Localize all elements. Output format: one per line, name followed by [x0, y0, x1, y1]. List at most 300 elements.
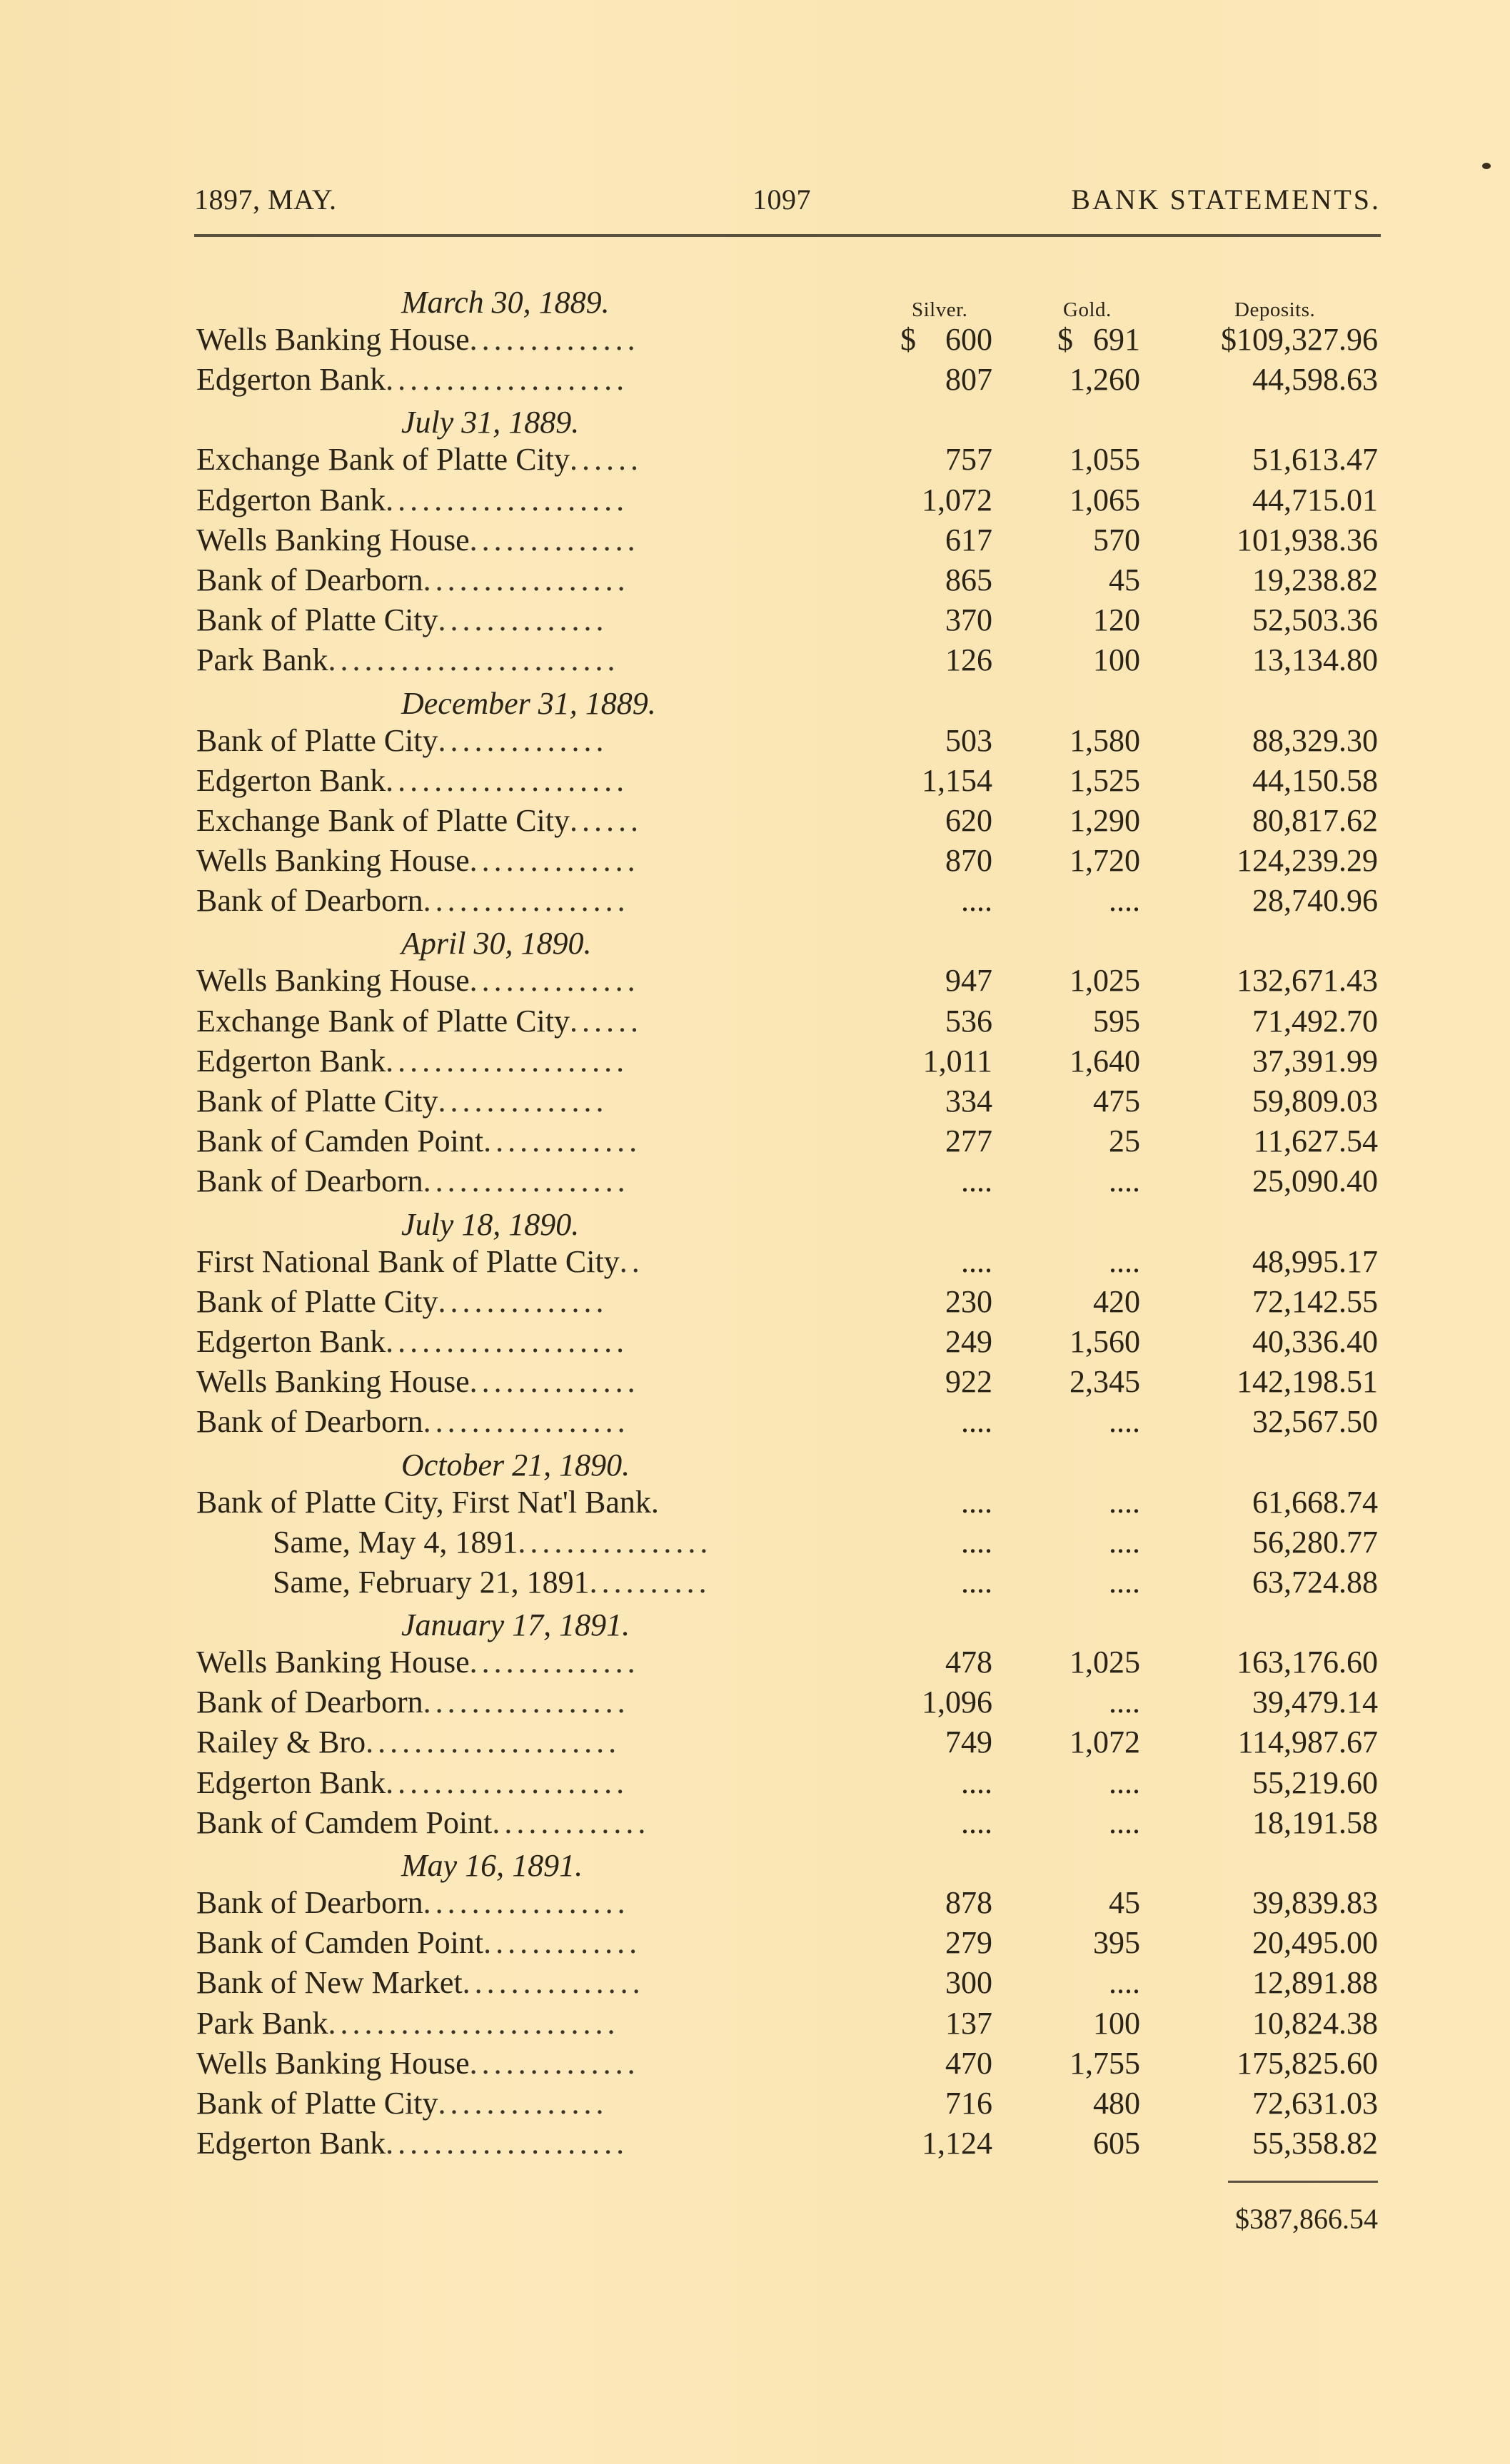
header-date: 1897, MAY.: [194, 183, 337, 216]
leader-dots: ..............: [469, 1364, 640, 1400]
table-row: [194, 1362, 1381, 1402]
bank-name-text: Bank of Dearborn: [196, 562, 423, 597]
table-row: [194, 440, 1381, 480]
silver-text: ....: [961, 1804, 992, 1840]
leader-dots: ....................: [386, 362, 629, 398]
leader-dots: .................: [423, 1163, 630, 1199]
bank-name-text: Bank of Camden Point: [196, 1124, 484, 1159]
gold-text: 605: [1093, 2126, 1140, 2161]
bank-name-text: Bank of Dearborn: [196, 1685, 423, 1720]
bank-name-text: Park Bank: [196, 2005, 328, 2041]
gold-text: 475: [1093, 1084, 1140, 1119]
bank-name: [196, 480, 628, 520]
bank-name-text: Bank of Platte City: [196, 1283, 438, 1319]
gold-value: [1058, 1001, 1140, 1041]
deposits-total: $387,866.54: [1235, 2203, 1378, 2236]
bank-name-text: Wells Banking House: [196, 1364, 470, 1400]
gold-text: 570: [1093, 522, 1140, 557]
gold-text: 1,525: [1069, 762, 1140, 798]
leader-dots: ..............: [438, 1084, 608, 1119]
silver-text: 478: [945, 1645, 992, 1680]
leader-dots: ....................: [386, 2126, 629, 2161]
table-row: [194, 2084, 1381, 2124]
bank-name: [196, 961, 640, 1001]
deposits-value: 39,479.14: [1252, 1685, 1378, 1720]
silver-value: [901, 1041, 992, 1081]
running-header: [194, 183, 1381, 218]
deposits-value: 44,598.63: [1252, 362, 1378, 398]
silver-text: 137: [945, 2005, 992, 2041]
bank-name-text: Edgerton Bank: [196, 762, 386, 798]
section-date-row: [194, 280, 1381, 320]
section-date: October 21, 1890.: [401, 1447, 630, 1483]
bank-name-text: Wells Banking House: [196, 322, 470, 357]
table-row: [194, 320, 1381, 360]
leader-dots: ..............: [469, 963, 640, 999]
bank-name: [196, 320, 640, 360]
leader-dots: .................: [423, 562, 630, 597]
leader-dots: ..............: [469, 1645, 640, 1680]
gold-value: [1058, 1483, 1140, 1523]
deposits-value: 114,987.67: [1237, 1725, 1378, 1760]
table-row: [194, 1642, 1381, 1682]
gold-text: ....: [1109, 883, 1140, 919]
silver-text: 277: [945, 1124, 992, 1159]
silver-text: 503: [945, 722, 992, 758]
bank-name: [196, 1282, 608, 1322]
silver-text: 870: [945, 843, 992, 879]
leader-dots: ....................: [386, 482, 629, 517]
gold-text: ....: [1109, 1764, 1140, 1800]
deposits-value: 71,492.70: [1252, 1003, 1378, 1039]
table-row: [194, 961, 1381, 1001]
deposits-value: 37,391.99: [1252, 1043, 1378, 1079]
header-rule: [194, 234, 1381, 237]
bank-name-text: Wells Banking House: [196, 963, 470, 999]
silver-value: [901, 640, 992, 680]
ink-speck: [1482, 163, 1491, 169]
silver-text: 370: [945, 602, 992, 638]
deposits-value: 55,358.82: [1252, 2126, 1378, 2161]
gold-value: [1058, 761, 1140, 801]
currency-symbol: $: [1057, 322, 1073, 357]
bank-name: [196, 1722, 620, 1762]
gold-text: ....: [1109, 1404, 1140, 1440]
silver-text: ....: [961, 1764, 992, 1800]
deposits-value: 18,191.58: [1252, 1804, 1378, 1840]
bank-name-text: First National Bank of Platte City: [196, 1243, 620, 1279]
column-header-silver: Silver.: [912, 298, 968, 321]
leader-dots: ..............: [469, 322, 640, 357]
gold-value: [1058, 961, 1140, 1001]
bank-name: [196, 1483, 659, 1523]
silver-text: 249: [945, 1323, 992, 1359]
silver-value: [901, 1322, 992, 1362]
section-date: July 18, 1890.: [401, 1206, 580, 1242]
table-row: [194, 1282, 1381, 1322]
table-row: [194, 1763, 1381, 1803]
bank-name: [196, 1402, 630, 1442]
deposits-value: 20,495.00: [1252, 1925, 1378, 1961]
gold-value: [1058, 2124, 1140, 2163]
deposits-value: 39,839.83: [1252, 1885, 1378, 1920]
leader-dots: ...............: [462, 1965, 645, 2001]
gold-value: [1058, 2044, 1140, 2084]
silver-text: ....: [961, 1564, 992, 1600]
bank-name: [273, 1523, 712, 1562]
table-row: [194, 1682, 1381, 1722]
gold-value: [1058, 480, 1140, 520]
silver-text: 757: [945, 442, 992, 478]
leader-dots: ....................: [386, 1043, 629, 1079]
section-date-row: [194, 921, 1381, 961]
table-row: [194, 1001, 1381, 1041]
leader-dots: .................: [423, 1685, 630, 1720]
silver-value: [901, 2084, 992, 2124]
page-number: 1097: [753, 183, 811, 216]
silver-text: 1,124: [922, 2126, 992, 2161]
gold-text: ....: [1109, 1163, 1140, 1199]
bank-name-text: Wells Banking House: [196, 2045, 470, 2081]
gold-text: ....: [1109, 1484, 1140, 1520]
deposits-value: 88,329.30: [1252, 722, 1378, 758]
gold-text: 100: [1093, 2005, 1140, 2041]
table-row: [194, 1161, 1381, 1201]
section-date: March 30, 1889.: [401, 285, 610, 320]
silver-text: ....: [961, 1404, 992, 1440]
bank-name-text: Bank of Dearborn: [196, 1885, 423, 1920]
silver-value: [901, 881, 992, 921]
leader-dots: ........................: [328, 642, 620, 678]
bank-name: [196, 2084, 608, 2124]
bank-name: [196, 1883, 630, 1923]
silver-value: [901, 1362, 992, 1402]
gold-value: [1058, 1121, 1140, 1161]
gold-value: [1058, 2084, 1140, 2124]
bank-name: [196, 440, 643, 480]
section-date: April 30, 1890.: [401, 926, 592, 961]
silver-text: 947: [945, 963, 992, 999]
silver-value: [901, 1161, 992, 1201]
gold-value: [1058, 1923, 1140, 1963]
gold-value: [1058, 1562, 1140, 1602]
gold-text: 1,065: [1069, 482, 1140, 517]
silver-text: 716: [945, 2085, 992, 2121]
leader-dots: ..............: [438, 2085, 608, 2121]
table-row: [194, 1081, 1381, 1121]
silver-text: 536: [945, 1003, 992, 1039]
bank-name: [196, 881, 630, 921]
leader-dots: ................: [518, 1524, 713, 1560]
bank-name-text: Exchange Bank of Platte City: [196, 442, 570, 478]
gold-value: [1058, 1282, 1140, 1322]
gold-value: [1058, 1722, 1140, 1762]
bank-name: [196, 520, 640, 560]
section-date: January 17, 1891.: [401, 1607, 630, 1643]
table-row: [194, 1041, 1381, 1081]
deposits-value: 55,219.60: [1252, 1764, 1378, 1800]
deposits-value: 48,995.17: [1252, 1243, 1378, 1279]
gold-value: [1058, 721, 1140, 761]
gold-value: [1058, 360, 1140, 400]
silver-text: 1,072: [922, 482, 992, 517]
gold-text: ....: [1109, 1524, 1140, 1560]
bank-name-text: Park Bank: [196, 642, 328, 678]
deposits-value: 51,613.47: [1252, 442, 1378, 478]
silver-text: 1,154: [922, 762, 992, 798]
gold-value: [1058, 1642, 1140, 1682]
section-date-row: [194, 1602, 1381, 1642]
gold-text: 395: [1093, 1925, 1140, 1961]
gold-text: 420: [1093, 1283, 1140, 1319]
gold-value: [1058, 1803, 1140, 1843]
silver-text: 1,096: [922, 1685, 992, 1720]
column-header-gold: Gold.: [1063, 298, 1112, 321]
bank-name: [196, 1963, 645, 2003]
bank-name-text: Wells Banking House: [196, 522, 470, 557]
leader-dots: ......: [570, 442, 643, 478]
gold-value: [1058, 440, 1140, 480]
leader-dots: ......: [570, 802, 643, 838]
silver-text: 749: [945, 1725, 992, 1760]
silver-text: 334: [945, 1084, 992, 1119]
table-row: [194, 1402, 1381, 1442]
table-row: [194, 721, 1381, 761]
silver-text: 230: [945, 1283, 992, 1319]
silver-value: [901, 560, 992, 600]
gold-value: [1058, 640, 1140, 680]
bank-name-text: Same, May 4, 1891: [273, 1524, 518, 1560]
silver-value: [901, 801, 992, 841]
silver-text: 470: [945, 2045, 992, 2081]
leader-dots: ......: [570, 1003, 643, 1039]
bank-name-text: Bank of Dearborn: [196, 883, 423, 919]
leader-dots: ..........: [589, 1564, 711, 1600]
gold-text: 120: [1093, 602, 1140, 638]
gold-text: ....: [1109, 1243, 1140, 1279]
silver-text: ....: [961, 883, 992, 919]
bank-name-text: Wells Banking House: [196, 1645, 470, 1680]
deposits-value: 132,671.43: [1237, 963, 1378, 999]
silver-text: 126: [945, 642, 992, 678]
bank-name: [196, 1041, 628, 1081]
deposits-value: 10,824.38: [1252, 2005, 1378, 2041]
table-row: [194, 600, 1381, 640]
silver-text: ....: [961, 1243, 992, 1279]
bank-name-text: Edgerton Bank: [196, 2126, 386, 2161]
table-row: [194, 520, 1381, 560]
bank-name-text: Bank of New Market: [196, 1965, 463, 2001]
gold-value: [1058, 1362, 1140, 1402]
deposits-value: 11,627.54: [1253, 1124, 1378, 1159]
gold-text: ....: [1109, 1804, 1140, 1840]
bank-name: [196, 721, 608, 761]
silver-value: [901, 961, 992, 1001]
leader-dots: .................: [423, 1885, 630, 1920]
silver-value: [901, 1402, 992, 1442]
table-row: [194, 2044, 1381, 2084]
leader-dots: ..............: [438, 722, 608, 758]
bank-name-text: Bank of Platte City: [196, 602, 438, 638]
silver-value: [901, 1001, 992, 1041]
bank-name: [196, 841, 640, 881]
silver-value: [901, 1242, 992, 1282]
total-rule: [1228, 2181, 1378, 2183]
bank-name-text: Bank of Dearborn: [196, 1404, 423, 1440]
gold-text: 1,055: [1069, 442, 1140, 478]
deposits-value: 80,817.62: [1252, 802, 1378, 838]
gold-value: [1058, 881, 1140, 921]
leader-dots: ....................: [386, 1323, 629, 1359]
deposits-value: 72,142.55: [1252, 1283, 1378, 1319]
silver-text: ....: [961, 1524, 992, 1560]
bank-name: [273, 1562, 711, 1602]
gold-value: [1058, 2004, 1140, 2044]
silver-text: 600: [945, 322, 992, 357]
silver-text: 922: [945, 1364, 992, 1400]
bank-name-text: Bank of Platte City: [196, 722, 438, 758]
gold-text: 1,755: [1069, 2045, 1140, 2081]
bank-name: [196, 1242, 644, 1282]
gold-text: 25: [1109, 1124, 1140, 1159]
deposits-value: 44,715.01: [1252, 482, 1378, 517]
leader-dots: .................: [423, 1404, 630, 1440]
gold-text: 480: [1093, 2085, 1140, 2121]
gold-value: [1058, 1322, 1140, 1362]
silver-value: [901, 1682, 992, 1722]
bank-name: [196, 1001, 643, 1041]
silver-text: 620: [945, 802, 992, 838]
gold-value: [1058, 801, 1140, 841]
bank-name: [196, 560, 630, 600]
silver-text: ....: [961, 1163, 992, 1199]
table-row: [194, 1803, 1381, 1843]
gold-text: 595: [1093, 1003, 1140, 1039]
deposits-value: 124,239.29: [1237, 843, 1378, 879]
bank-name-text: Same, February 21, 1891: [273, 1564, 590, 1600]
bank-name-text: Railey & Bro: [196, 1725, 366, 1760]
section-date-row: [194, 1843, 1381, 1883]
silver-text: 300: [945, 1965, 992, 2001]
deposits-value: 56,280.77: [1252, 1524, 1378, 1560]
leader-dots: ..: [619, 1243, 644, 1279]
bank-name-text: Bank of Platte City, First Nat'l Bank.: [196, 1484, 659, 1520]
gold-value: [1058, 560, 1140, 600]
bank-name-text: Exchange Bank of Platte City: [196, 802, 570, 838]
header-title: BANK STATEMENTS.: [1071, 183, 1381, 216]
silver-value: [901, 480, 992, 520]
bank-name: [196, 1362, 640, 1402]
gold-value: [1058, 520, 1140, 560]
gold-value: [1058, 1161, 1140, 1201]
gold-text: ....: [1109, 1564, 1140, 1600]
gold-text: ....: [1109, 1685, 1140, 1720]
silver-text: 865: [945, 562, 992, 597]
silver-text: 878: [945, 1885, 992, 1920]
leader-dots: ....................: [386, 762, 629, 798]
table-row: [194, 881, 1381, 921]
bank-name: [196, 1161, 630, 1201]
gold-text: 1,640: [1069, 1043, 1140, 1079]
section-date-row: [194, 1202, 1381, 1242]
bank-name-text: Bank of Dearborn: [196, 1163, 423, 1199]
gold-text: 1,720: [1069, 843, 1140, 879]
table-row: [194, 1322, 1381, 1362]
bank-name: [196, 1682, 630, 1722]
table-row: [194, 1483, 1381, 1523]
table-row: [194, 2004, 1381, 2044]
bank-name: [196, 1803, 650, 1843]
table-row: [194, 1883, 1381, 1923]
silver-value: [901, 1642, 992, 1682]
silver-value: [901, 2044, 992, 2084]
leader-dots: ..............: [469, 522, 640, 557]
table-row: [194, 480, 1381, 520]
gold-text: 100: [1093, 642, 1140, 678]
bank-name: [196, 360, 628, 400]
table-row: [194, 761, 1381, 801]
table-row: [194, 640, 1381, 680]
silver-value: [901, 841, 992, 881]
gold-value: [1058, 1402, 1140, 1442]
table-row: [194, 1923, 1381, 1963]
table-row: [194, 1722, 1381, 1762]
gold-text: 2,345: [1069, 1364, 1140, 1400]
silver-value: [901, 761, 992, 801]
deposits-value: 142,198.51: [1237, 1364, 1378, 1400]
silver-value: [901, 1963, 992, 2003]
deposits-value: 40,336.40: [1252, 1323, 1378, 1359]
bank-name-text: Wells Banking House: [196, 843, 470, 879]
deposits-value: 59,809.03: [1252, 1084, 1378, 1119]
bank-name: [196, 640, 620, 680]
gold-value: [1058, 1242, 1140, 1282]
table-row: [194, 1523, 1381, 1562]
leader-dots: ........................: [328, 2005, 620, 2041]
silver-value: [901, 2004, 992, 2044]
deposits-value: $109,327.96: [1221, 322, 1378, 357]
silver-text: 617: [945, 522, 992, 557]
total-block: [194, 2163, 1381, 2249]
silver-value: [901, 1883, 992, 1923]
bank-name: [196, 761, 628, 801]
gold-value: [1058, 320, 1140, 360]
deposits-value: 25,090.40: [1252, 1163, 1378, 1199]
deposits-value: 61,668.74: [1252, 1484, 1378, 1520]
gold-value: [1058, 1081, 1140, 1121]
silver-value: [901, 1562, 992, 1602]
bank-name-text: Edgerton Bank: [196, 1043, 386, 1079]
silver-value: [901, 1282, 992, 1322]
silver-value: [901, 1523, 992, 1562]
bank-name-text: Bank of Camdem Point: [196, 1804, 493, 1840]
silver-value: [901, 1923, 992, 1963]
leader-dots: .............: [492, 1804, 650, 1840]
leader-dots: ..............: [469, 843, 640, 879]
leader-dots: .................: [423, 883, 630, 919]
silver-value: [901, 320, 992, 360]
gold-text: ....: [1109, 1965, 1140, 2001]
bank-name: [196, 1322, 628, 1362]
gold-text: 1,260: [1069, 362, 1140, 398]
gold-value: [1058, 1883, 1140, 1923]
bank-name-text: Bank of Platte City: [196, 2085, 438, 2121]
table-row: [194, 841, 1381, 881]
leader-dots: .....................: [366, 1725, 621, 1760]
silver-value: [901, 1763, 992, 1803]
bank-name: [196, 2044, 640, 2084]
gold-value: [1058, 1682, 1140, 1722]
